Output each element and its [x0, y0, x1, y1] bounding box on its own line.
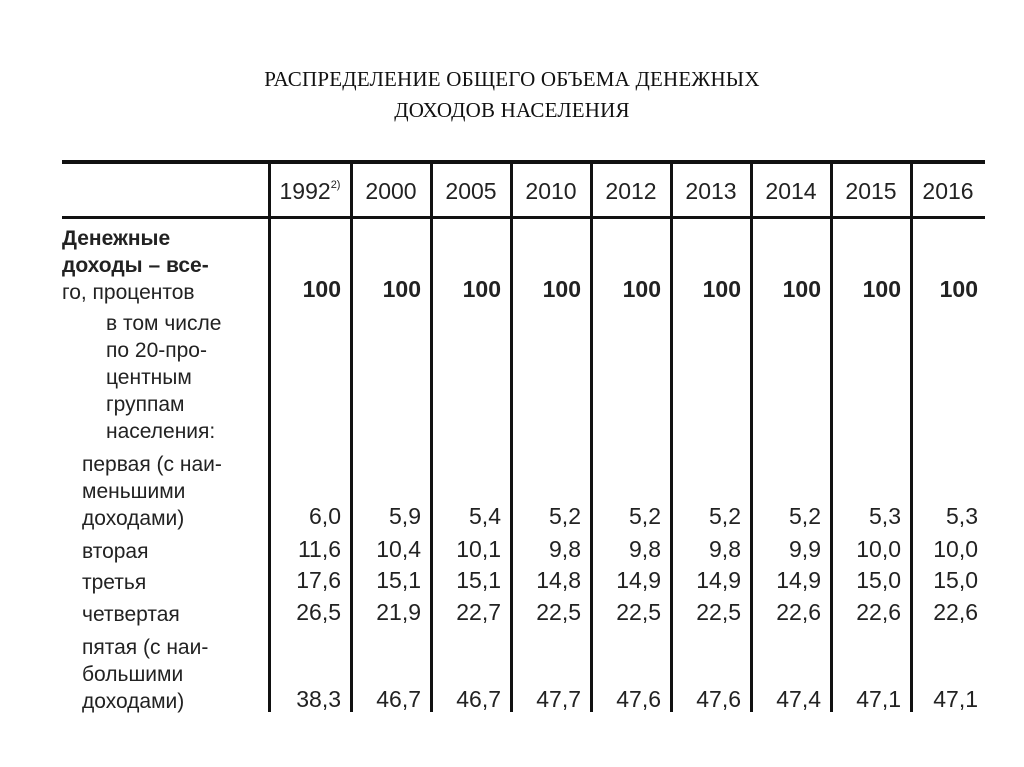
group-1-row-value-2005: 5,4	[469, 503, 501, 529]
subheading-line-5: населения:	[106, 420, 216, 443]
group-3-row-value-2016: 15,0	[933, 567, 978, 593]
group-5-label-line-3: доходами)	[82, 690, 185, 713]
total-row-value-2005: 100	[462, 276, 501, 302]
group-2-row-value-2013: 9,8	[709, 536, 741, 562]
group-3-row-value-2000: 15,1	[376, 567, 421, 593]
group-2-row-value-2016: 10,0	[933, 536, 978, 562]
group-5-label-line-2: большими	[82, 663, 184, 686]
group-2-row-value-2005: 10,1	[456, 536, 501, 562]
group-5-row-value-2016: 47,1	[933, 686, 978, 712]
group-2-label: вторая	[82, 540, 149, 563]
group-5-row-value-2014: 47,4	[776, 686, 821, 712]
group-5-row-value-1992: 38,3	[296, 686, 341, 712]
title-line-1: РАСПРЕДЕЛЕНИЕ ОБЩЕГО ОБЪЕМА ДЕНЕЖНЫХ	[264, 67, 760, 91]
column-divider	[590, 164, 593, 712]
group-3-row-value-2005: 15,1	[456, 567, 501, 593]
group-4-row-value-1992: 26,5	[296, 599, 341, 625]
total-label-line-2: доходы – все-	[62, 254, 209, 277]
group-1-row-value-2000: 5,9	[389, 503, 421, 529]
group-1-row-value-2014: 5,2	[789, 503, 821, 529]
total-label-line-3: го, процентов	[62, 281, 195, 304]
group-4-row-value-2014: 22,6	[776, 599, 821, 625]
group-1-row-value-2015: 5,3	[869, 503, 901, 529]
group-1-row-value-2013: 5,2	[709, 503, 741, 529]
group-5-row-value-2015: 47,1	[856, 686, 901, 712]
total-label-line-1: Денежные	[62, 227, 171, 250]
subheading-line-4: группам	[106, 393, 185, 416]
column-divider	[910, 164, 913, 712]
group-3-label: третья	[82, 571, 147, 594]
year-header-2015: 2015	[845, 178, 897, 204]
group-3-row-value-2014: 14,9	[776, 567, 821, 593]
column-divider	[670, 164, 673, 712]
group-1-label-line-3: доходами)	[82, 507, 185, 530]
year-header-2013: 2013	[685, 178, 737, 204]
group-3-row-value-2013: 14,9	[696, 567, 741, 593]
group-2-row-value-2014: 9,9	[789, 536, 821, 562]
group-4-row-value-2010: 22,5	[536, 599, 581, 625]
group-2-row-value-2015: 10,0	[856, 536, 901, 562]
table-top-rule	[62, 160, 985, 164]
subheading-line-3: центным	[106, 366, 192, 389]
total-row-value-1992: 100	[302, 276, 341, 302]
group-2-row-value-2000: 10,4	[376, 536, 421, 562]
total-row-value-2012: 100	[622, 276, 661, 302]
title-line-2: ДОХОДОВ НАСЕЛЕНИЯ	[394, 98, 630, 122]
year-header-2014: 2014	[765, 178, 817, 204]
column-divider	[510, 164, 513, 712]
group-5-row-value-2010: 47,7	[536, 686, 581, 712]
total-row-value-2010: 100	[542, 276, 581, 302]
column-divider	[268, 164, 271, 712]
total-row-value-2015: 100	[862, 276, 901, 302]
year-header-2016: 2016	[922, 178, 974, 204]
total-row-value-2014: 100	[782, 276, 821, 302]
column-divider	[350, 164, 353, 712]
group-1-label-line-1: первая (с наи-	[82, 453, 222, 476]
year-header-2010: 2010	[525, 178, 577, 204]
group-3-row-value-1992: 17,6	[296, 567, 341, 593]
year-header-2012: 2012	[605, 178, 657, 204]
group-2-row-value-2012: 9,8	[629, 536, 661, 562]
column-divider	[830, 164, 833, 712]
group-3-row-value-2015: 15,0	[856, 567, 901, 593]
group-2-row-value-2010: 9,8	[549, 536, 581, 562]
subheading-line-1: в том числе	[106, 312, 222, 335]
total-row-value-2000: 100	[382, 276, 421, 302]
group-1-row-value-1992: 6,0	[309, 503, 341, 529]
group-4-row-value-2000: 21,9	[376, 599, 421, 625]
total-row-value-2013: 100	[702, 276, 741, 302]
group-2-row-value-1992: 11,6	[297, 536, 341, 562]
group-5-label-line-1: пятая (с наи-	[82, 636, 209, 659]
total-row-value-2016: 100	[939, 276, 978, 302]
group-3-row-value-2010: 14,8	[536, 567, 581, 593]
column-divider	[750, 164, 753, 712]
column-divider	[430, 164, 433, 712]
year-header-1992: 1992$^{2)}$	[279, 178, 341, 204]
group-4-row-value-2005: 22,7	[456, 599, 501, 625]
subheading-line-2: по 20-про-	[106, 339, 207, 362]
group-5-row-value-2000: 46,7	[376, 686, 421, 712]
group-5-row-value-2005: 46,7	[456, 686, 501, 712]
year-header-2000: 2000	[365, 178, 417, 204]
header-bottom-rule	[62, 216, 985, 219]
year-header-2005: 2005	[445, 178, 497, 204]
group-1-label-line-2: меньшими	[82, 480, 186, 503]
group-5-row-value-2013: 47,6	[696, 686, 741, 712]
group-4-row-value-2016: 22,6	[933, 599, 978, 625]
group-4-row-value-2012: 22,5	[616, 599, 661, 625]
group-4-row-value-2015: 22,6	[856, 599, 901, 625]
group-1-row-value-2010: 5,2	[549, 503, 581, 529]
group-3-row-value-2012: 14,9	[616, 567, 661, 593]
group-4-label: четвертая	[82, 603, 180, 626]
group-1-row-value-2012: 5,2	[629, 503, 661, 529]
group-1-row-value-2016: 5,3	[946, 503, 978, 529]
group-5-row-value-2012: 47,6	[616, 686, 661, 712]
group-4-row-value-2013: 22,5	[696, 599, 741, 625]
